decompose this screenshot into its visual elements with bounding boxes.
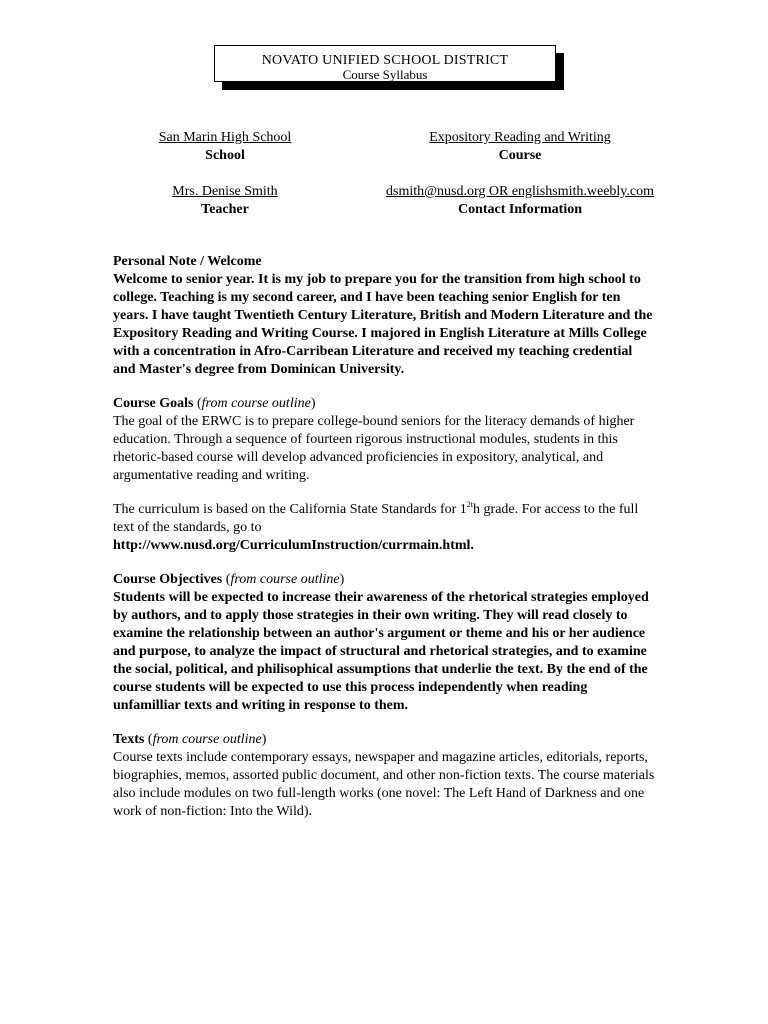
- welcome-body: Welcome to senior year. It is my job to prepare you for the transition from high school to college. Teaching is my second career, and I have been teaching senior English for ten years. I have taught Twentieth Century Literature, British and Modern Literature and the Expository Reading and Writing Course. I majored in English Literature at Mills College with a concentration in Afro-Carribean Literature and received my teaching credential and Master's degree from Dominican University.: [113, 272, 653, 377]
- objectives-heading: Course Objectives: [113, 572, 223, 587]
- course-value: Expository Reading and Writing: [429, 130, 611, 145]
- objectives-body: Students will be expected to increase their awareness of the rhetorical strategies employed by authors, and to apply those strategies in their own writing. They will read closely to examine the relationship between an author's argument or theme and his or her audience and purpose, to analyze the impact of structural and rhetorical strategies, and to examine the social, political, and philisophical assumptions that underlie the text. By the end of the course students will be expected to use this process independently when reading unfamilliar texts and writing in response to them.: [113, 590, 649, 713]
- objectives-note: from course outline: [230, 572, 340, 587]
- syllabus-content: [113, 253, 658, 821]
- goals-heading-line: Course Goals (from course outline): [113, 396, 316, 411]
- welcome-heading: Personal Note / Welcome: [113, 254, 262, 269]
- teacher-field: [125, 183, 325, 219]
- texts-heading-line: Texts (from course outline): [113, 732, 267, 747]
- syllabus-subtitle: Course Syllabus: [342, 67, 428, 82]
- goals-note: from course outline: [201, 396, 311, 411]
- district-name: NOVATO UNIFIED SCHOOL DISTRICT: [261, 53, 509, 68]
- teacher-label: Teacher: [201, 202, 249, 217]
- objectives-heading-line: Course Objectives (from course outline): [113, 572, 345, 587]
- goals-heading: Course Goals: [113, 396, 194, 411]
- school-field: [125, 129, 325, 165]
- course-label: Course: [498, 148, 542, 163]
- school-value: San Marin High School: [158, 130, 292, 145]
- goals-body: The goal of the ERWC is to prepare college-bound seniors for the literacy demands of higher education. Through a sequence of fourteen rigorous instructional modules, students in this rhetoric-based course will develop advanced proficiencies in expository, analytical, and argumentative reading and writing.: [113, 414, 635, 483]
- contact-label: Contact Information: [457, 202, 583, 217]
- texts-body: Course texts include contemporary essays, newspaper and magazine articles, editorials, reports, biographies, memos, assorted public document, and other non-fiction texts. The course materials also include modules on two full-length works (one novel: The Left Hand of Darkness and one work of non-fiction: Into the Wild).: [113, 750, 655, 819]
- contact-field: [352, 183, 688, 219]
- grade-superscript: 2t: [466, 500, 474, 509]
- teacher-value: Mrs. Denise Smith: [172, 184, 278, 199]
- syllabus-header-box: [214, 45, 556, 82]
- curriculum-paragraph: The curriculum is based on the California State Standards for $1^{2t}h$ grade. For access to the full text of the standards, go to: [113, 500, 639, 535]
- contact-value: dsmith@nusd.org OR englishsmith.weebly.com: [386, 184, 654, 199]
- school-course-row: [0, 129, 768, 169]
- course-field: [380, 129, 660, 165]
- teacher-contact-row: [0, 183, 768, 223]
- texts-heading: Texts: [113, 732, 145, 747]
- texts-note: from course outline: [152, 732, 262, 747]
- school-label: School: [205, 148, 245, 163]
- standards-link[interactable]: http://www.nusd.org/CurriculumInstruction/currmain.html.: [113, 538, 474, 553]
